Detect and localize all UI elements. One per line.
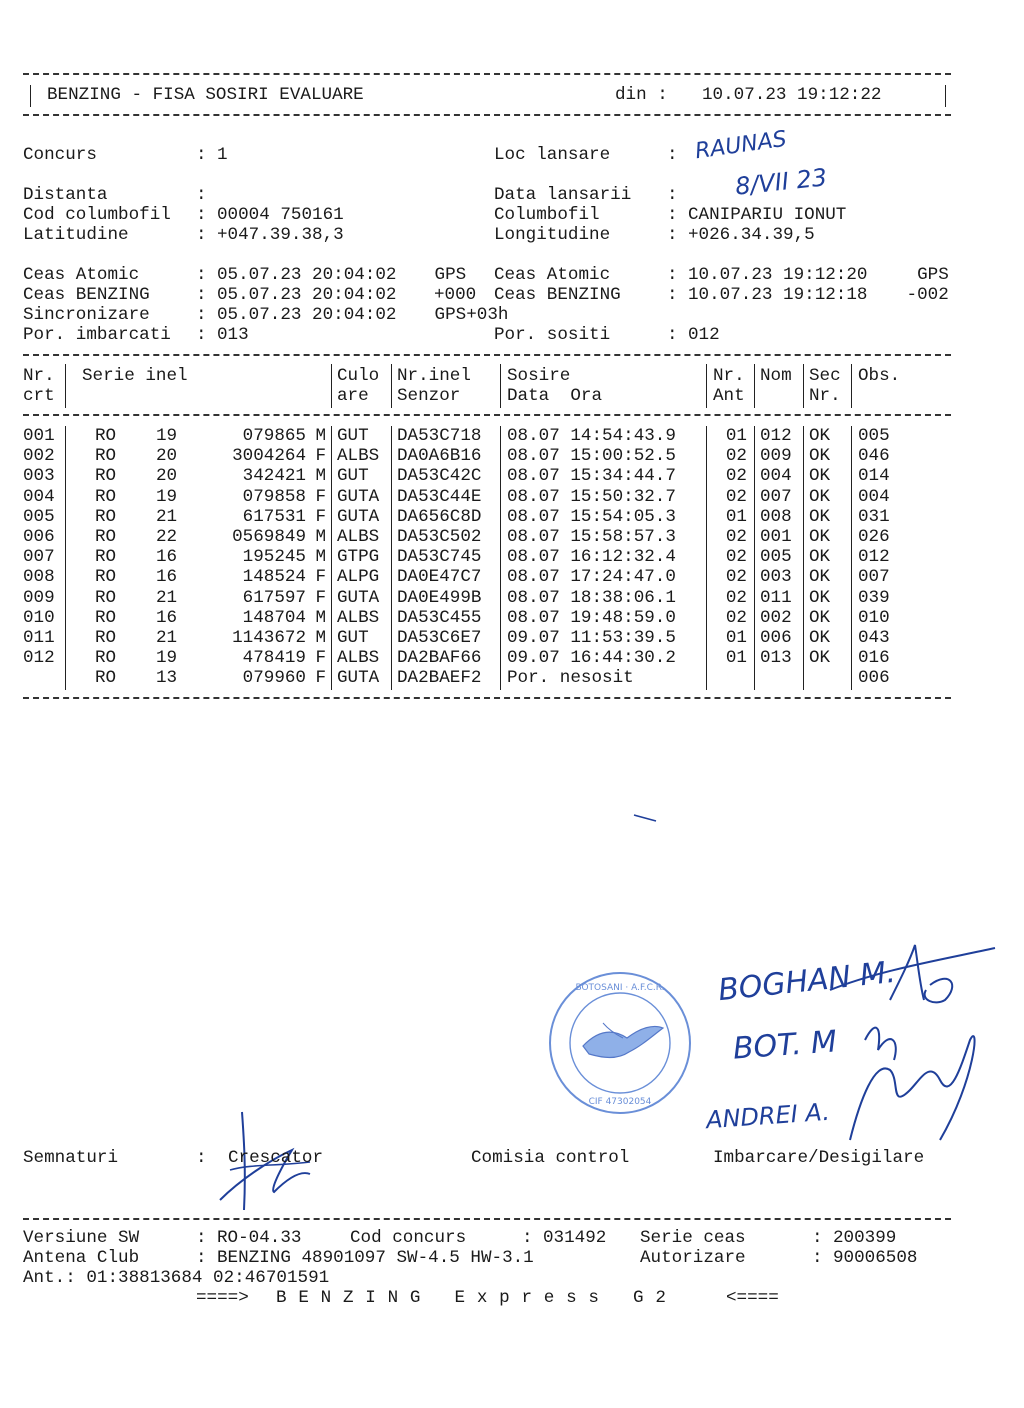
data-lansarii-label: Data lansarii (494, 185, 632, 205)
clock-value: 05.07.23 20:04:02 (217, 305, 397, 325)
cell-sec: OK (809, 426, 831, 446)
handwritten-name-1: BOGHAN M. (716, 954, 898, 1009)
cell-inel: 617597 (242, 587, 306, 608)
header-serie-inel: Serie inel (82, 366, 188, 386)
cell-obs: 004 (858, 486, 890, 507)
page-title: BENZING - FISA SOSIRI EVALUARE (47, 85, 364, 105)
cell-an: 19 (156, 648, 178, 669)
signature-scribbles (820, 940, 1010, 1150)
cell-sex: F (315, 446, 326, 467)
clock-label: Sincronizare (23, 305, 150, 325)
cell-an: 20 (156, 446, 178, 467)
cell-sosire: 08.07 15:00:52.5 (507, 446, 676, 467)
cell-sex: F (315, 567, 326, 588)
clock-value: 05.07.23 20:04:02 (217, 285, 397, 305)
cell-obs: 031 (858, 506, 890, 527)
col-divider (754, 364, 755, 408)
svg-text:BOTOSANI · A.F.C.R.: BOTOSANI · A.F.C.R. (575, 983, 665, 993)
cell-inel: 1143672 (232, 628, 306, 648)
cell-senzor: DA53C745 (397, 547, 482, 568)
autorizare-colon: : (812, 1248, 823, 1268)
cell-nr: 002 (23, 446, 55, 467)
cell-nr: 011 (23, 628, 55, 648)
cell-senzor: DA0A6B16 (397, 446, 482, 467)
cell-ant: 02 (725, 466, 747, 487)
antena-value: BENZING 48901097 SW-4.5 HW-3.1 (217, 1248, 534, 1268)
cell-sec: OK (809, 506, 831, 527)
col-divider (65, 364, 66, 408)
cell-senzor: DA0E47C7 (397, 567, 482, 588)
cell-nom: 005 (760, 547, 792, 568)
cell-an: 21 (156, 628, 178, 648)
cod-concurs-label: Cod concurs (350, 1228, 467, 1248)
cell-obs: 005 (858, 426, 890, 446)
header-nr-ant-1: Nr. (713, 366, 745, 386)
ant-line: Ant.: 01:38813684 02:46701591 (23, 1268, 330, 1288)
cell-cul: GUTA (337, 587, 380, 608)
cell-sosire: 08.07 18:38:06.1 (507, 587, 676, 608)
data-lansarii-handwritten: 8/VII 23 (733, 163, 829, 201)
clock-label: Ceas Atomic (23, 265, 140, 285)
longitudine-value: +026.34.39,5 (688, 225, 815, 245)
table-header-rule (23, 414, 951, 416)
clock-label: Por. sositi (494, 325, 611, 345)
clock-label: Ceas Atomic (494, 265, 611, 285)
stamp-seal (545, 968, 695, 1118)
cell-tara: RO (95, 446, 117, 467)
cell-senzor: DA656C8D (397, 506, 482, 527)
clock-colon: : (196, 325, 207, 345)
crescator-label: Crescator (228, 1148, 324, 1168)
table-bottom-rule (23, 697, 951, 699)
cell-an: 21 (156, 587, 178, 608)
clock-suffix: GPS+03h (424, 305, 509, 325)
cod-columbofil-label: Cod columbofil (23, 205, 171, 225)
brand-arrow-left: ====> (196, 1288, 249, 1308)
cell-sec: OK (809, 567, 831, 588)
col-divider (706, 364, 707, 408)
cell-nr: 010 (23, 607, 55, 628)
clock-colon: : (196, 285, 207, 305)
cell-ant: 02 (725, 446, 747, 467)
col-divider (851, 364, 852, 408)
cell-obs: 012 (858, 547, 890, 568)
col-divider (803, 364, 804, 408)
cell-obs: 010 (858, 607, 890, 628)
col-divider (803, 426, 804, 690)
header-culoare-1: Culo (337, 366, 380, 386)
cell-nom: 008 (760, 506, 792, 527)
cell-sex: M (315, 426, 326, 446)
cell-nr: 004 (23, 486, 55, 507)
col-divider (706, 426, 707, 690)
cell-sex: F (315, 506, 326, 527)
header-data-ora: Data Ora (507, 386, 603, 406)
antena-label: Antena Club (23, 1248, 140, 1268)
cell-tara: RO (95, 547, 117, 568)
cell-sec: OK (809, 628, 831, 648)
col-divider (65, 426, 66, 690)
cell-nom: 004 (760, 466, 792, 487)
cell-senzor: DA53C502 (397, 527, 482, 547)
header-culoare-2: are (337, 386, 369, 406)
cell-tara: RO (95, 527, 117, 547)
clock-label: Ceas BENZING (494, 285, 621, 305)
cell-inel: 3004264 (232, 446, 306, 467)
loc-lansare-label: Loc lansare (494, 145, 611, 165)
header-senzor: Senzor (397, 386, 461, 406)
cell-nr: 008 (23, 567, 55, 588)
cell-obs: 016 (858, 648, 890, 669)
cell-cul: ALBS (337, 648, 380, 669)
clock-suffix: -002 (896, 285, 949, 305)
col-divider (851, 426, 852, 690)
versiune-label: Versiune SW (23, 1228, 140, 1248)
latitudine-label: Latitudine (23, 225, 129, 245)
cell-nom: 002 (760, 607, 792, 628)
brand-arrow-right: <==== (726, 1288, 779, 1308)
cell-inel: 148704 (242, 607, 306, 628)
data-lansarii-colon: : (667, 185, 678, 205)
cell-senzor: DA2BAEF2 (397, 668, 482, 689)
cell-obs: 006 (858, 668, 890, 689)
clock-suffix: GPS (424, 265, 467, 285)
cell-inel: 0569849 (232, 527, 306, 547)
latitudine-colon: : (196, 225, 207, 245)
cell-senzor: DA53C455 (397, 607, 482, 628)
distanta-label: Distanta (23, 185, 108, 205)
brand-text: B E N Z I N G E x p r e s s G 2 (276, 1288, 667, 1308)
cell-senzor: DA53C718 (397, 426, 482, 446)
cell-ant: 01 (725, 426, 747, 446)
cell-nom: 009 (760, 446, 792, 467)
cell-an: 22 (156, 527, 178, 547)
cell-cul: ALPG (337, 567, 380, 588)
cell-cul: ALBS (337, 446, 380, 467)
cell-sosire: 08.07 16:12:32.4 (507, 547, 676, 568)
columbofil-colon: : (667, 205, 678, 225)
distanta-colon: : (196, 185, 207, 205)
cell-an: 21 (156, 506, 178, 527)
cell-nom: 012 (760, 426, 792, 446)
cell-inel: 195245 (242, 547, 306, 568)
cod-concurs-value: 031492 (543, 1228, 607, 1248)
cell-obs: 014 (858, 466, 890, 487)
cell-sex: M (315, 547, 326, 568)
clock-suffix: GPS (896, 265, 949, 285)
cell-sosire: 09.07 11:53:39.5 (507, 628, 676, 648)
header-sosire: Sosire (507, 366, 571, 386)
cell-an: 20 (156, 466, 178, 487)
header-sec-1: Sec (809, 366, 841, 386)
cell-sec: OK (809, 587, 831, 608)
clock-colon: : (196, 265, 207, 285)
cell-sosire: 08.07 17:24:47.0 (507, 567, 676, 588)
concurs-value: 1 (217, 145, 228, 165)
header-obs: Obs. (858, 366, 901, 386)
cell-tara: RO (95, 486, 117, 507)
clock-colon: : (667, 325, 678, 345)
cell-sosire: 08.07 19:48:59.0 (507, 607, 676, 628)
clock-colon: : (667, 285, 678, 305)
cell-obs: 046 (858, 446, 890, 467)
cell-nom: 007 (760, 486, 792, 507)
cell-sosire: Por. nesosit (507, 668, 634, 689)
cell-nr: 003 (23, 466, 55, 487)
header-bottom-rule (23, 114, 951, 116)
loc-lansare-handwritten: RAUNAS (693, 126, 789, 165)
cell-ant: 01 (725, 628, 747, 648)
cell-ant: 01 (725, 648, 747, 669)
cell-sosire: 08.07 15:50:32.7 (507, 486, 676, 507)
imbarcare-label: Imbarcare/Desigilare (713, 1148, 925, 1168)
cell-ant: 02 (725, 527, 747, 547)
clock-value: 10.07.23 19:12:18 (688, 285, 868, 305)
cell-cul: GUT (337, 628, 369, 648)
versiune-colon: : (196, 1228, 207, 1248)
cell-an: 16 (156, 567, 178, 588)
cell-nr: 005 (23, 506, 55, 527)
header-sec-2: Nr. (809, 386, 841, 406)
col-divider (391, 426, 392, 690)
cell-sosire: 09.07 16:44:30.2 (507, 648, 676, 669)
footer-top-rule (23, 1218, 951, 1220)
table-top-rule (23, 354, 951, 356)
svg-text:CIF 47302054: CIF 47302054 (588, 1097, 652, 1107)
cell-tara: RO (95, 506, 117, 527)
cell-sosire: 08.07 15:54:05.3 (507, 506, 676, 527)
concurs-label: Concurs (23, 145, 97, 165)
header-timestamp: 10.07.23 19:12:22 (702, 85, 882, 105)
cell-nr: 012 (23, 648, 55, 669)
cell-nr: 009 (23, 587, 55, 608)
cell-cul: GUTA (337, 668, 380, 689)
cell-ant: 02 (725, 607, 747, 628)
cell-inel: 079858 (242, 486, 306, 507)
cell-sex: M (315, 628, 326, 648)
concurs-colon: : (196, 145, 207, 165)
cod-concurs-colon: : (522, 1228, 533, 1248)
cell-nom: 011 (760, 587, 792, 608)
columbofil-value: CANIPARIU IONUT (688, 205, 847, 225)
cell-ant: 02 (725, 567, 747, 588)
cod-columbofil-colon: : (196, 205, 207, 225)
cell-sec: OK (809, 607, 831, 628)
cell-tara: RO (95, 607, 117, 628)
semnaturi-colon: : (196, 1148, 207, 1168)
stray-mark (630, 810, 660, 826)
clock-value: 10.07.23 19:12:20 (688, 265, 868, 285)
col-divider (331, 364, 332, 408)
cell-cul: ALBS (337, 527, 380, 547)
clock-value: 012 (688, 325, 720, 345)
comisia-label: Comisia control (471, 1148, 630, 1168)
handwritten-name-2: BOT. M (731, 1024, 838, 1067)
cell-obs: 007 (858, 567, 890, 588)
serie-ceas-value: 200399 (833, 1228, 897, 1248)
cell-tara: RO (95, 466, 117, 487)
cell-senzor: DA2BAF66 (397, 648, 482, 669)
cell-ant: 02 (725, 547, 747, 568)
cell-tara: RO (95, 587, 117, 608)
serie-ceas-colon: : (812, 1228, 823, 1248)
cell-inel: 079960 (242, 668, 306, 689)
cell-sex: F (315, 668, 326, 689)
cell-inel: 079865 (242, 426, 306, 446)
cell-tara: RO (95, 648, 117, 669)
cell-nr: 007 (23, 547, 55, 568)
cell-senzor: DA53C6E7 (397, 628, 482, 648)
clock-value: 013 (217, 325, 249, 345)
header-din-label: din : (615, 85, 668, 105)
header-right-bar (945, 85, 946, 107)
cell-cul: GTPG (337, 547, 380, 568)
col-divider (500, 426, 501, 690)
cell-obs: 039 (858, 587, 890, 608)
cell-senzor: DA53C44E (397, 486, 482, 507)
cell-sec: OK (809, 648, 831, 669)
cell-an: 13 (156, 668, 178, 689)
header-crt: crt (23, 386, 55, 406)
col-divider (500, 364, 501, 408)
cell-tara: RO (95, 628, 117, 648)
col-divider (754, 426, 755, 690)
cell-an: 19 (156, 486, 178, 507)
antena-colon: : (196, 1248, 207, 1268)
cell-obs: 043 (858, 628, 890, 648)
cell-senzor: DA53C42C (397, 466, 482, 487)
cell-nom: 001 (760, 527, 792, 547)
handwritten-name-3: ANDREI A. (705, 1097, 831, 1135)
autorizare-value: 90006508 (833, 1248, 918, 1268)
loc-lansare-colon: : (667, 145, 678, 165)
cell-nr: 006 (23, 527, 55, 547)
header-nr-ant-2: Ant (713, 386, 745, 406)
cell-nr: 001 (23, 426, 55, 446)
cell-cul: GUT (337, 426, 369, 446)
cell-cul: ALBS (337, 607, 380, 628)
header-top-rule (23, 73, 951, 75)
cell-nom: 006 (760, 628, 792, 648)
cell-sec: OK (809, 547, 831, 568)
clock-suffix: +000 (434, 285, 477, 305)
header-nom: Nom (760, 366, 792, 386)
columbofil-label: Columbofil (494, 205, 600, 225)
cell-obs: 026 (858, 527, 890, 547)
header-nr: Nr. (23, 366, 55, 386)
cell-an: 16 (156, 607, 178, 628)
autorizare-label: Autorizare (640, 1248, 746, 1268)
col-divider (391, 364, 392, 408)
cell-sosire: 08.07 15:34:44.7 (507, 466, 676, 487)
cell-inel: 617531 (242, 506, 306, 527)
cell-tara: RO (95, 567, 117, 588)
cell-inel: 342421 (242, 466, 306, 487)
col-divider (331, 426, 332, 690)
cell-sex: M (315, 527, 326, 547)
cell-cul: GUTA (337, 486, 380, 507)
clock-label: Por. imbarcati (23, 325, 171, 345)
cell-sosire: 08.07 14:54:43.9 (507, 426, 676, 446)
serie-ceas-label: Serie ceas (640, 1228, 746, 1248)
cell-sex: F (315, 648, 326, 669)
cell-tara: RO (95, 426, 117, 446)
cell-inel: 148524 (242, 567, 306, 588)
header-left-bar (30, 85, 31, 107)
cell-inel: 478419 (242, 648, 306, 669)
cell-sec: OK (809, 446, 831, 467)
longitudine-colon: : (667, 225, 678, 245)
cell-sex: F (315, 587, 326, 608)
cell-sec: OK (809, 466, 831, 487)
cell-cul: GUTA (337, 506, 380, 527)
cell-sex: M (315, 607, 326, 628)
clock-label: Ceas BENZING (23, 285, 150, 305)
cell-ant: 01 (725, 506, 747, 527)
latitudine-value: +047.39.38,3 (217, 225, 344, 245)
cell-ant: 02 (725, 587, 747, 608)
cell-sex: F (315, 486, 326, 507)
cell-an: 19 (156, 426, 178, 446)
clock-value: 05.07.23 20:04:02 (217, 265, 397, 285)
longitudine-label: Longitudine (494, 225, 611, 245)
cell-sec: OK (809, 527, 831, 547)
cell-sec: OK (809, 486, 831, 507)
cell-nom: 013 (760, 648, 792, 669)
cell-ant: 02 (725, 486, 747, 507)
cell-nom: 003 (760, 567, 792, 588)
cod-columbofil-value: 00004 750161 (217, 205, 344, 225)
cell-sex: M (315, 466, 326, 487)
versiune-value: RO-04.33 (217, 1228, 302, 1248)
clock-colon: : (667, 265, 678, 285)
cell-cul: GUT (337, 466, 369, 487)
cell-sosire: 08.07 15:58:57.3 (507, 527, 676, 547)
cell-an: 16 (156, 547, 178, 568)
header-nr-inel: Nr.inel (397, 366, 471, 386)
cell-senzor: DA0E499B (397, 587, 482, 608)
semnaturi-label: Semnaturi (23, 1148, 119, 1168)
clock-colon: : (196, 305, 207, 325)
cell-tara: RO (95, 668, 117, 689)
